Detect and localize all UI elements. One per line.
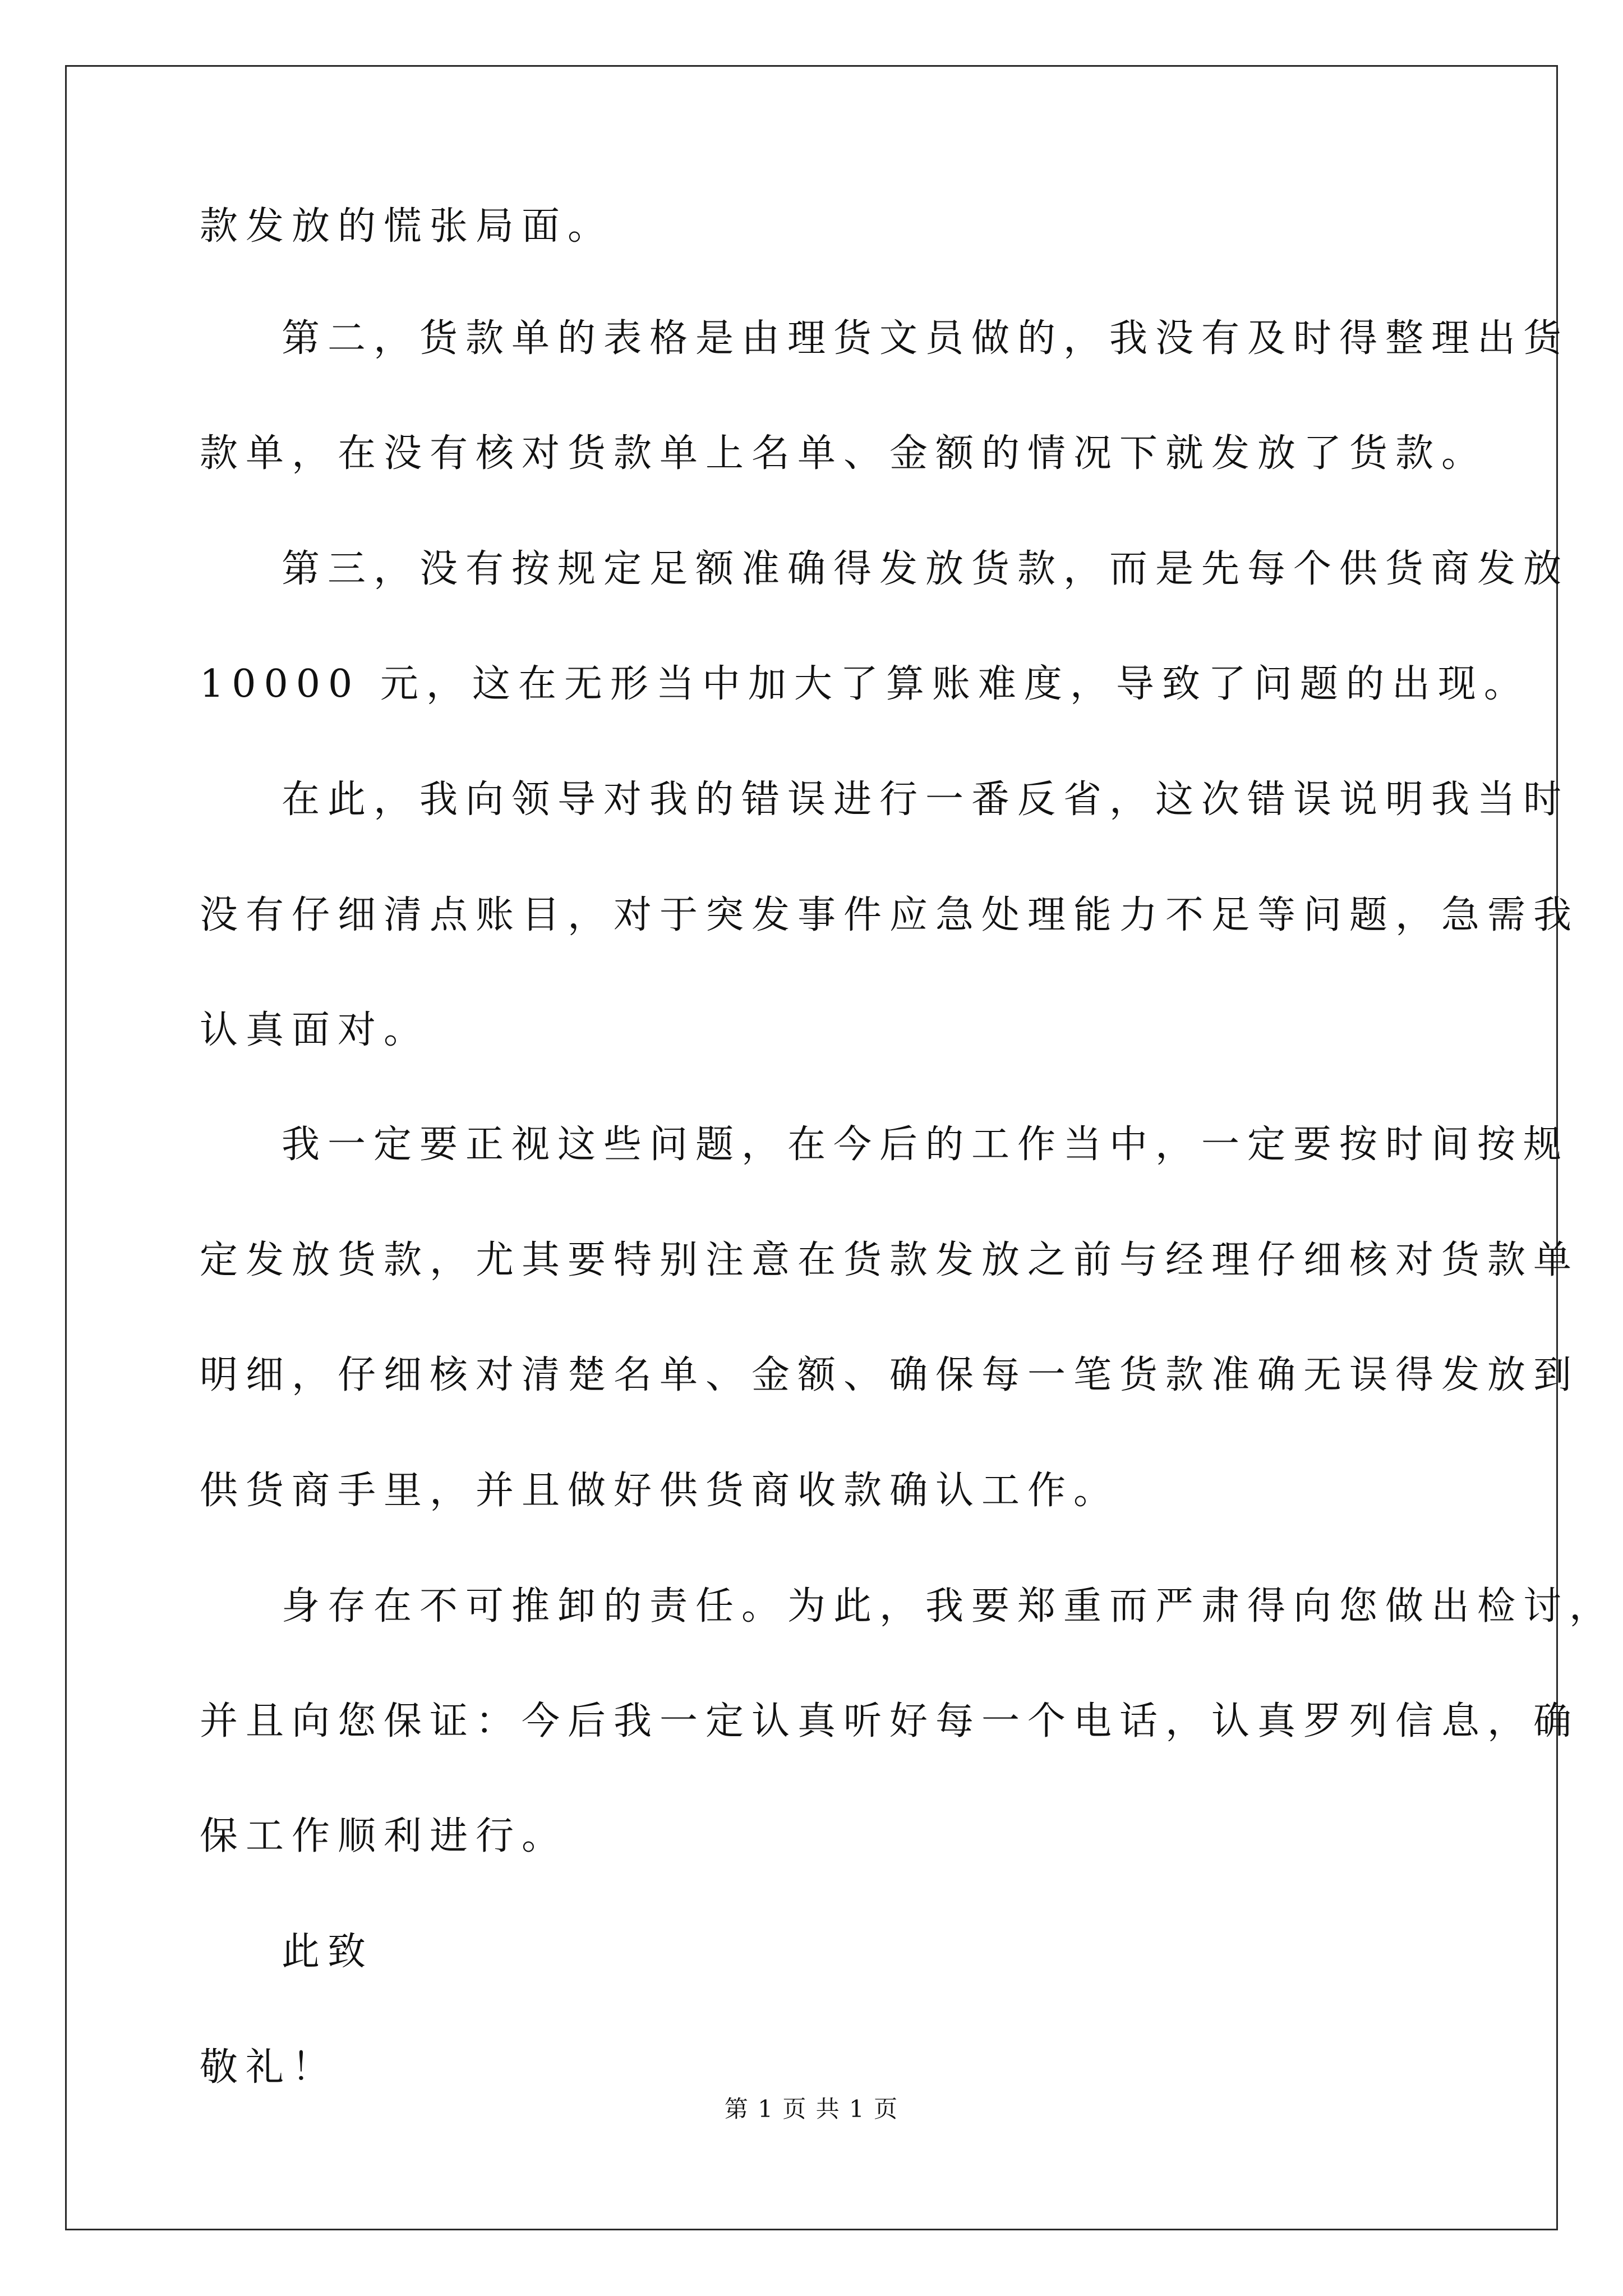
text-line: 第二，货款单的表格是由理货文员做的，我没有及时得整理出货 [282, 316, 1570, 361]
text-line: 没有仔细清点账目，对于突发事件应急处理能力不足等问题，急需我 [200, 893, 1580, 937]
text-line: 第三，没有按规定足额准确得发放货款，而是先每个供货商发放 [282, 547, 1570, 591]
text-line: 在此，我向领导对我的错误进行一番反省，这次错误说明我当时 [282, 777, 1570, 822]
page-number-footer: 第 1 页 共 1 页 [724, 2095, 899, 2123]
text-line: 10000 元，这在无形当中加大了算账难度，导致了问题的出现。 [200, 662, 1530, 706]
text-line: 款单，在没有核对货款单上名单、金额的情况下就发放了货款。 [200, 431, 1488, 476]
closing-salutation: 此致 [282, 1930, 374, 1974]
text-line: 并且向您保证：今后我一定认真听好每一个电话，认真罗列信息，确 [200, 1699, 1580, 1743]
text-line: 供货商手里，并且做好供货商收款确认工作。 [200, 1469, 1120, 1513]
text-line: 我一定要正视这些问题，在今后的工作当中，一定要按时间按规 [282, 1122, 1570, 1167]
text-line: 定发放货款，尤其要特别注意在货款发放之前与经理仔细核对货款单 [200, 1238, 1580, 1282]
text-line: 认真面对。 [200, 1008, 430, 1052]
text-line: 明细，仔细核对清楚名单、金额、确保每一笔货款准确无误得发放到 [200, 1353, 1580, 1397]
text-line: 身存在不可推卸的责任。为此，我要郑重而严肃得向您做出检讨， [282, 1584, 1616, 1628]
text-line: 款发放的慌张局面。 [200, 204, 614, 249]
text-line: 保工作顺利进行。 [200, 1814, 568, 1858]
closing-regards: 敬礼！ [200, 2045, 338, 2090]
